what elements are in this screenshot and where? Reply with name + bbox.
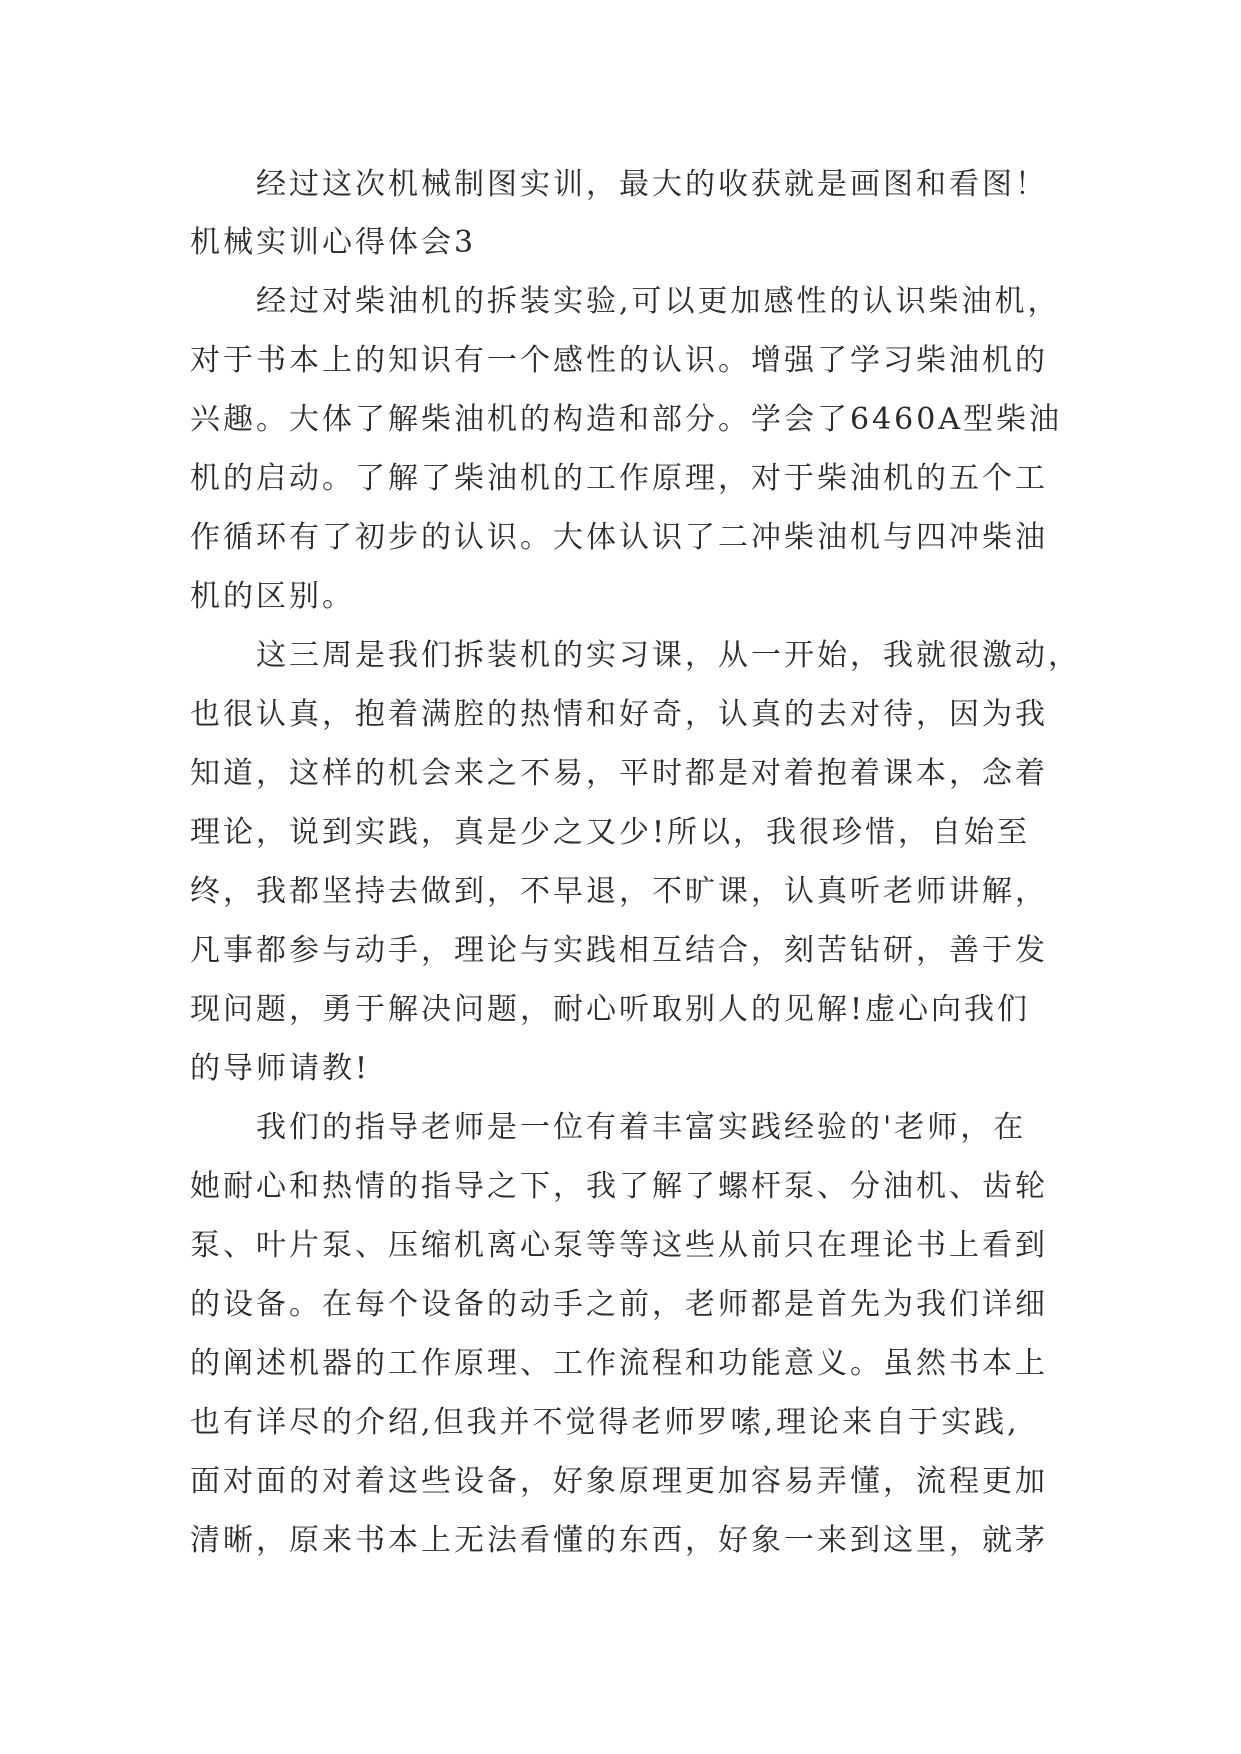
paragraph-line: 知道，这样的机会来之不易，平时都是对着抱着课本，念着 xyxy=(190,756,1048,791)
paragraph-line: 也很认真，抱着满腔的热情和好奇，认真的去对待，因为我 xyxy=(190,697,1048,732)
paragraph-line: 的设备。在每个设备的动手之前，老师都是首先为我们详细 xyxy=(190,1287,1048,1322)
paragraph-1 xyxy=(190,272,1070,626)
paragraph-line: 对于书本上的知识有一个感性的认识。增强了学习柴油机的 xyxy=(190,343,1048,378)
paragraph-line: 清晰，原来书本上无法看懂的东西，好象一来到这里，就茅 xyxy=(190,1523,1048,1558)
paragraph-line: 经过对柴油机的拆装实验,可以更加感性的认识柴油机， xyxy=(256,284,1061,319)
paragraph-line: 泵、叶片泵、压缩机离心泵等等这些从前只在理论书上看到 xyxy=(190,1228,1048,1263)
paragraph-line: 兴趣。大体了解柴油机的构造和部分。学会了6460A型柴油 xyxy=(190,402,1063,437)
paragraph-line: 理论，说到实践，真是少之又少!所以，我很珍惜，自始至 xyxy=(190,815,1031,850)
paragraph-line: 凡事都参与动手，理论与实践相互结合，刻苦钻研，善于发 xyxy=(190,933,1048,968)
paragraph-line: 机的启动。了解了柴油机的工作原理，对于柴油机的五个工 xyxy=(190,461,1048,496)
paragraph-line: 现问题，勇于解决问题，耐心听取别人的见解!虚心向我们 xyxy=(190,992,1031,1027)
paragraph-line: 作循环有了初步的认识。大体认识了二冲柴油机与四冲柴油 xyxy=(190,520,1048,555)
intro-line: 经过这次机械制图实训，最大的收获就是画图和看图！ xyxy=(256,167,1048,202)
paragraph-line: 的导师请教! xyxy=(190,1051,371,1086)
document-body xyxy=(190,155,1081,1570)
paragraph-line: 她耐心和热情的指导之下，我了解了螺杆泵、分油机、齿轮 xyxy=(190,1169,1048,1204)
paragraph-line: 面对面的对着这些设备，好象原理更加容易弄懂，流程更加 xyxy=(190,1464,1048,1499)
paragraph-line: 我们的指导老师是一位有着丰富实践经验的'老师，在 xyxy=(256,1110,1027,1145)
paragraph-line: 也有详尽的介绍,但我并不觉得老师罗嗦,理论来自于实践, xyxy=(190,1405,1020,1440)
paragraph-line: 的阐述机器的工作原理、工作流程和功能意义。虽然书本上 xyxy=(190,1346,1048,1381)
section-heading: 机械实训心得体会3 xyxy=(190,225,477,260)
paragraph-line: 终，我都坚持去做到，不早退，不旷课，认真听老师讲解， xyxy=(190,874,1048,909)
paragraph-line: 这三周是我们拆装机的实习课，从一开始，我就很激动， xyxy=(256,638,1081,673)
paragraph-2 xyxy=(190,626,1081,1098)
paragraph-3 xyxy=(190,1098,1070,1570)
paragraph-line: 机的区别。 xyxy=(190,579,355,614)
